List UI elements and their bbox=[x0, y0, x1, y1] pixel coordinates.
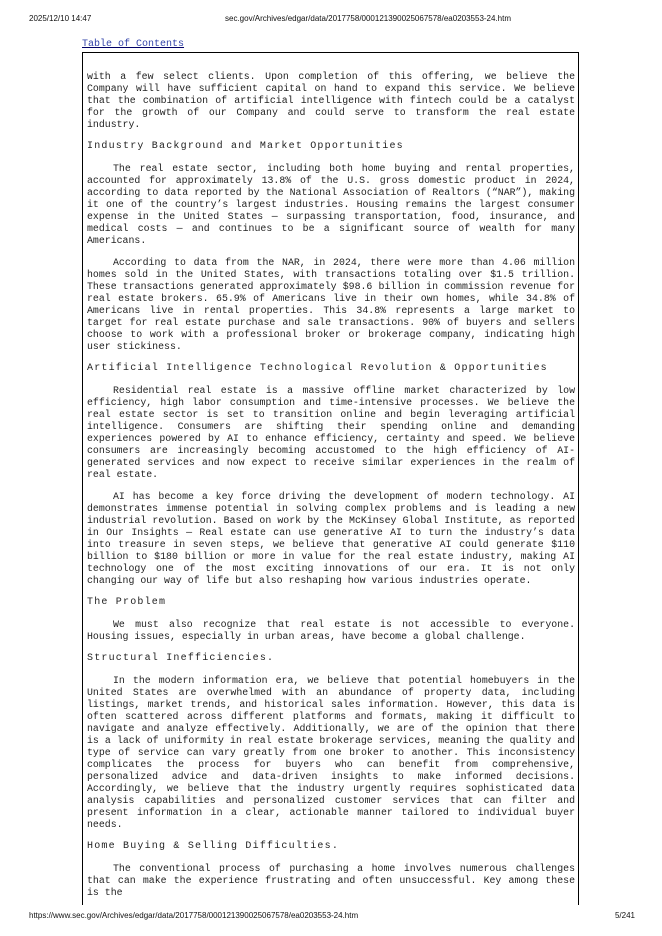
table-of-contents-link[interactable]: Table of Contents bbox=[82, 39, 185, 50]
section-heading: The Problem bbox=[87, 597, 167, 608]
paragraph: We must also recognize that real estate is not accessible to everyone. Housing issues, especially in urban areas, have become a global challenge. bbox=[87, 619, 575, 642]
paragraph: AI has become a key force driving the development of modern technology. AI demonstrates immense potential in solving complex problems and is leading a new industrial revolution. Based on work by the McKinsey Global Institute, as reported in Our Insights — Real estate can use generative AI to turn the industry’s data into treasure in seven steps, we believe that generative AI could generate $110 billion to $180 billion or more in value for the real estate industry, making AI technology one of the most exciting innovations of our era. It is not only changing our way of life but also reshaping how various industries operate. bbox=[87, 491, 575, 586]
print-footer-url: https://www.sec.gov/Archives/edgar/data/2017758/000121390025067578/ea0203553-24.htm bbox=[29, 911, 359, 920]
paragraph: According to data from the NAR, in 2024, there were more than 4.06 million homes sold in the United States, with transactions totaling over $1.5 trillion. These transactions generated approximately $98.6 billion in commission revenue for real estate brokers. 65.9% of Americans live in their own homes, while 34.8% of Americans live in rental properties. This 34.8% represents a large market to target for real estate purchase and sale transactions. 90% of buyers and sellers choose to work with a professional broker or brokerage company, indicating high user stickiness. bbox=[87, 257, 575, 352]
section-heading: Artificial Intelligence Technological Revolution & Opportunities bbox=[87, 363, 548, 374]
paragraph: with a few select clients. Upon completion of this offering, we believe the Company will have sufficient capital on hand to expand this service. We believe that the combination of artificial intelligence with fintech could be a catalyst for the growth of our Company and could serve to transform the real estate industry. bbox=[87, 71, 575, 130]
section-heading: Home Buying & Selling Difficulties. bbox=[87, 841, 340, 852]
paragraph: The real estate sector, including both home buying and rental properties, accounted for approximately 13.8% of the U.S. gross domestic product in 2024, according to data reported by the National Association of Realtors (“NAR”), making it one of the country’s largest industries. Housing remains the largest consumer expense in the United States — surpassing transportation, food, insurance, and medical costs — and continues to be a significant source of wealth for many Americans. bbox=[87, 163, 575, 246]
paragraph: In the modern information era, we believe that potential homebuyers in the United States are overwhelmed with an abundance of property data, including listings, market trends, and historical sales information. However, this data is often scattered across different platforms and formats, making it difficult to navigate and analyze effectively. Additionally, we are of the opinion that there is a lack of uniformity in real estate brokerage services, meaning the quality and type of service can vary greatly from one broker to another. This inconsistency complicates the process for buyers who can benefit from comprehensive, personalized advice and data-driven insights to make informed decisions. Accordingly, we believe that the industry urgently requires sophisticated data analysis capabilities and personalized customer services that can filter and present information in a clear, actionable manner tailored to individual buyer needs. bbox=[87, 675, 575, 830]
section-heading: Structural Inefficiencies. bbox=[87, 653, 275, 664]
page-number: 5/241 bbox=[614, 911, 635, 920]
print-datetime: 2025/12/10 14:47 bbox=[29, 14, 92, 23]
section-heading: Industry Background and Market Opportunities bbox=[87, 141, 404, 152]
paragraph: The conventional process of purchasing a home involves numerous challenges that can make the experience frustrating and often unsuccessful. Key among these is the bbox=[87, 863, 575, 898]
print-header-url: sec.gov/Archives/edgar/data/2017758/000121390025067578/ea0203553-24.htm bbox=[225, 14, 512, 23]
paragraph: Residential real estate is a massive offline market characterized by low efficiency, high labor consumption and time-intensive processes. We believe the real estate sector is set to transition online and begin leveraging artificial intelligence. Consumers are shifting their spending online and demanding experiences powered by AI to enhance efficiency, certainty and speed. We believe consumers are increasingly becoming accustomed to the high efficiency of AI-generated services and now expect to receive similar experiences in the realm of real estate. bbox=[87, 385, 575, 480]
document-body bbox=[87, 71, 575, 909]
